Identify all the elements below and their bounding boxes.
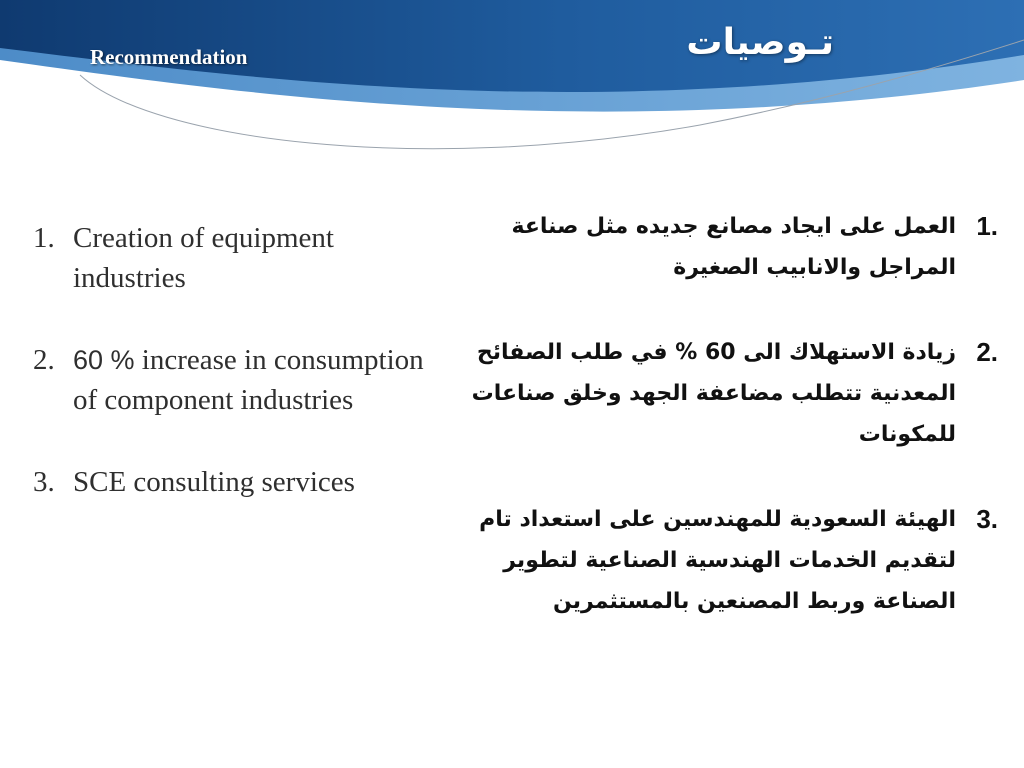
item-number: 3. (976, 504, 998, 534)
list-item (30, 218, 425, 298)
list-item (436, 206, 998, 288)
list-item (436, 499, 998, 622)
item-text: Creation of equipment industries (73, 222, 334, 294)
header-banner (0, 0, 1024, 170)
list-item (30, 340, 425, 420)
slide-title-arabic: تـوصيات (686, 22, 834, 63)
item-text: العمل على ايجاد مصانع جديده مثل صناعة المراجل والانابيب الصغيرة (511, 214, 956, 280)
item-number: 2. (33, 344, 55, 376)
item-number: 1. (976, 211, 998, 241)
list-item (30, 462, 425, 502)
item-number: 3. (33, 466, 55, 498)
item-value: 60 % (73, 345, 135, 375)
item-number: 1. (33, 222, 55, 254)
arabic-recommendation-list (436, 206, 998, 666)
item-number: 2. (976, 337, 998, 367)
item-text: الهيئة السعودية للمهندسين على استعداد تام لتقديم الخدمات الهندسية الصناعية لتطوير الصناعة وربط المصنعين بالمستثمرين (479, 507, 956, 614)
list-item (436, 332, 998, 455)
item-text: زيادة الاستهلاك الى 60 % في طلب الصفائح المعدنية تتطلب مضاعفة الجهد وخلق صناعات للمكونات (471, 340, 956, 447)
slide-title-english: Recommendation (90, 45, 248, 69)
item-text: increase in consumption of component industries (73, 344, 424, 416)
english-recommendation-list (30, 218, 425, 544)
item-text: SCE consulting services (73, 466, 355, 498)
